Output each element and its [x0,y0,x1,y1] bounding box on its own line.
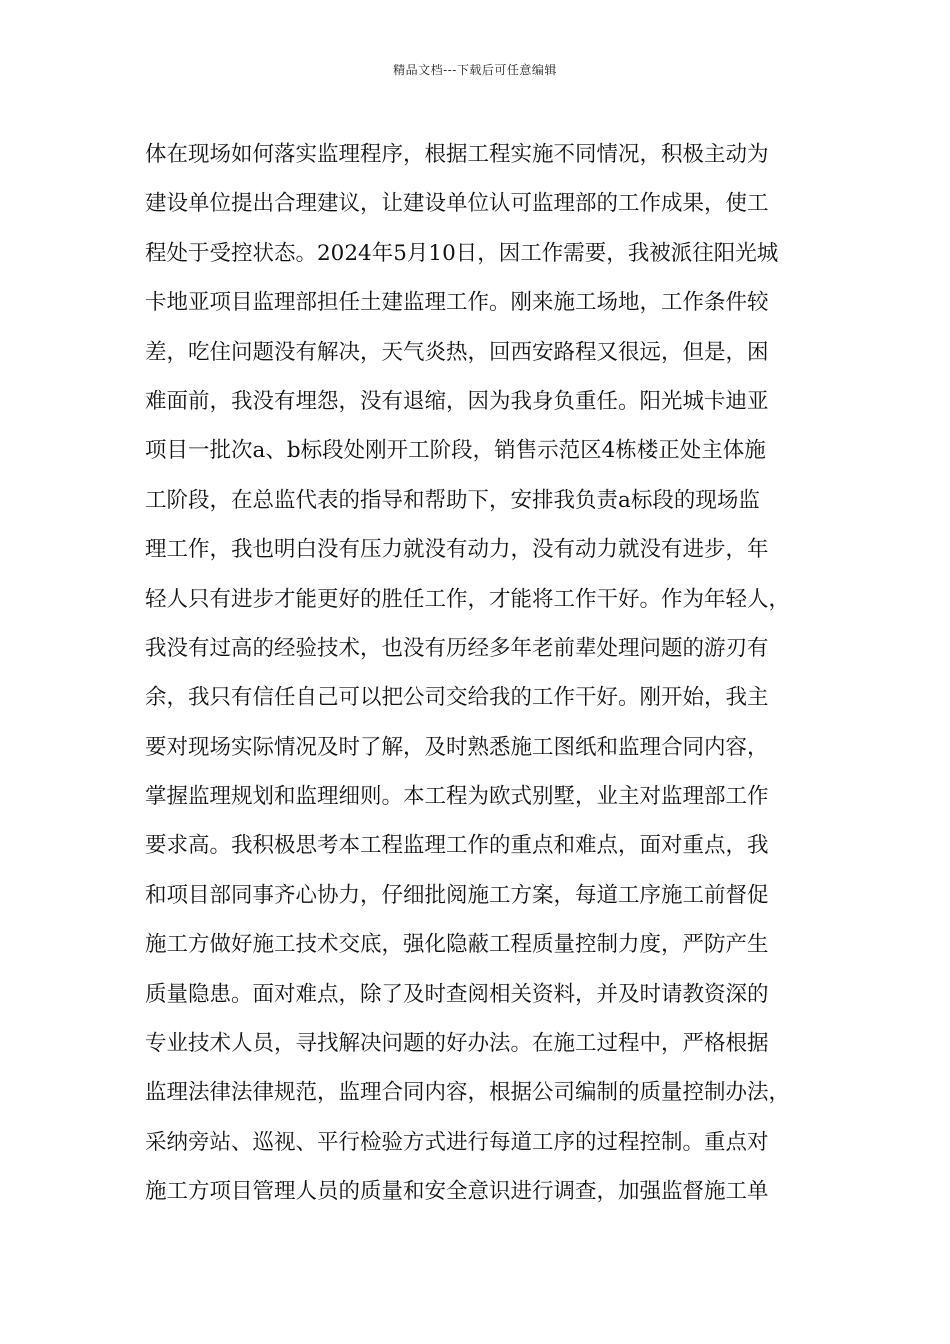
body-paragraph [145,130,835,1217]
text-line: 体在现场如何落实监理程序，根据工程实施不同情况，积极主动为 [145,142,769,167]
text-line: 掌握监理规划和监理细则。本工程为欧式别墅，业主对监理部工作 [145,784,769,810]
page-header: 精品文档---下载后可任意编辑 [393,63,557,77]
text-line: 建设单位提出合理建议，让建设单位认可监理部的工作成果，使工 [145,191,769,217]
text-line: 采纳旁站、巡视、平行检验方式进行每道工序的过程控制。重点对 [145,1129,769,1155]
text-line: 项目一批次a、b标段处刚开工阶段，销售示范区4栋楼正处主体施 [145,438,766,464]
text-line: 我没有过高的经验技术，也没有历经多年老前辈处理问题的游刃有 [145,635,769,661]
text-line: 程处于受控状态。2024年5月10日，因工作需要，我被派往阳光城 [145,240,779,266]
text-line: 差，吃住问题没有解决，天气炎热，回西安路程又很远，但是，困 [145,339,769,365]
text-line: 要对现场实际情况及时了解，及时熟悉施工图纸和监理合同内容， [145,734,769,760]
text-line: 施工方做好施工技术交底，强化隐蔽工程质量控制力度，严防产生 [145,932,769,958]
text-line: 理工作，我也明白没有压力就没有动力，没有动力就没有进步，年 [145,537,769,563]
text-line: 施工方项目管理人员的质量和安全意识进行调查，加强监督施工单 [145,1179,769,1205]
text-line: 卡地亚项目监理部担任土建监理工作。刚来施工场地，工作条件较 [145,290,769,316]
text-line: 专业技术人员，寻找解决问题的好办法。在施工过程中，严格根据 [145,1031,769,1057]
text-line: 要求高。我积极思考本工程监理工作的重点和难点，面对重点，我 [145,833,769,859]
text-line: 轻人只有进步才能更好的胜任工作，才能将工作干好。作为年轻人， [145,586,791,612]
text-line: 余，我只有信任自己可以把公司交给我的工作干好。刚开始，我主 [145,685,769,711]
text-line: 监理法律法律规范，监理合同内容，根据公司编制的质量控制办法， [145,1080,791,1106]
text-line: 难面前，我没有埋怨，没有退缩，因为我身负重任。阳光城卡迪亚 [145,388,769,414]
text-line: 工阶段，在总监代表的指导和帮助下，安排我负责a标段的现场监 [145,487,760,513]
text-line: 和项目部同事齐心协力，仔细批阅施工方案，每道工序施工前督促 [145,882,769,908]
text-line: 质量隐患。面对难点，除了及时查阅相关资料，并及时请教资深的 [145,981,769,1007]
